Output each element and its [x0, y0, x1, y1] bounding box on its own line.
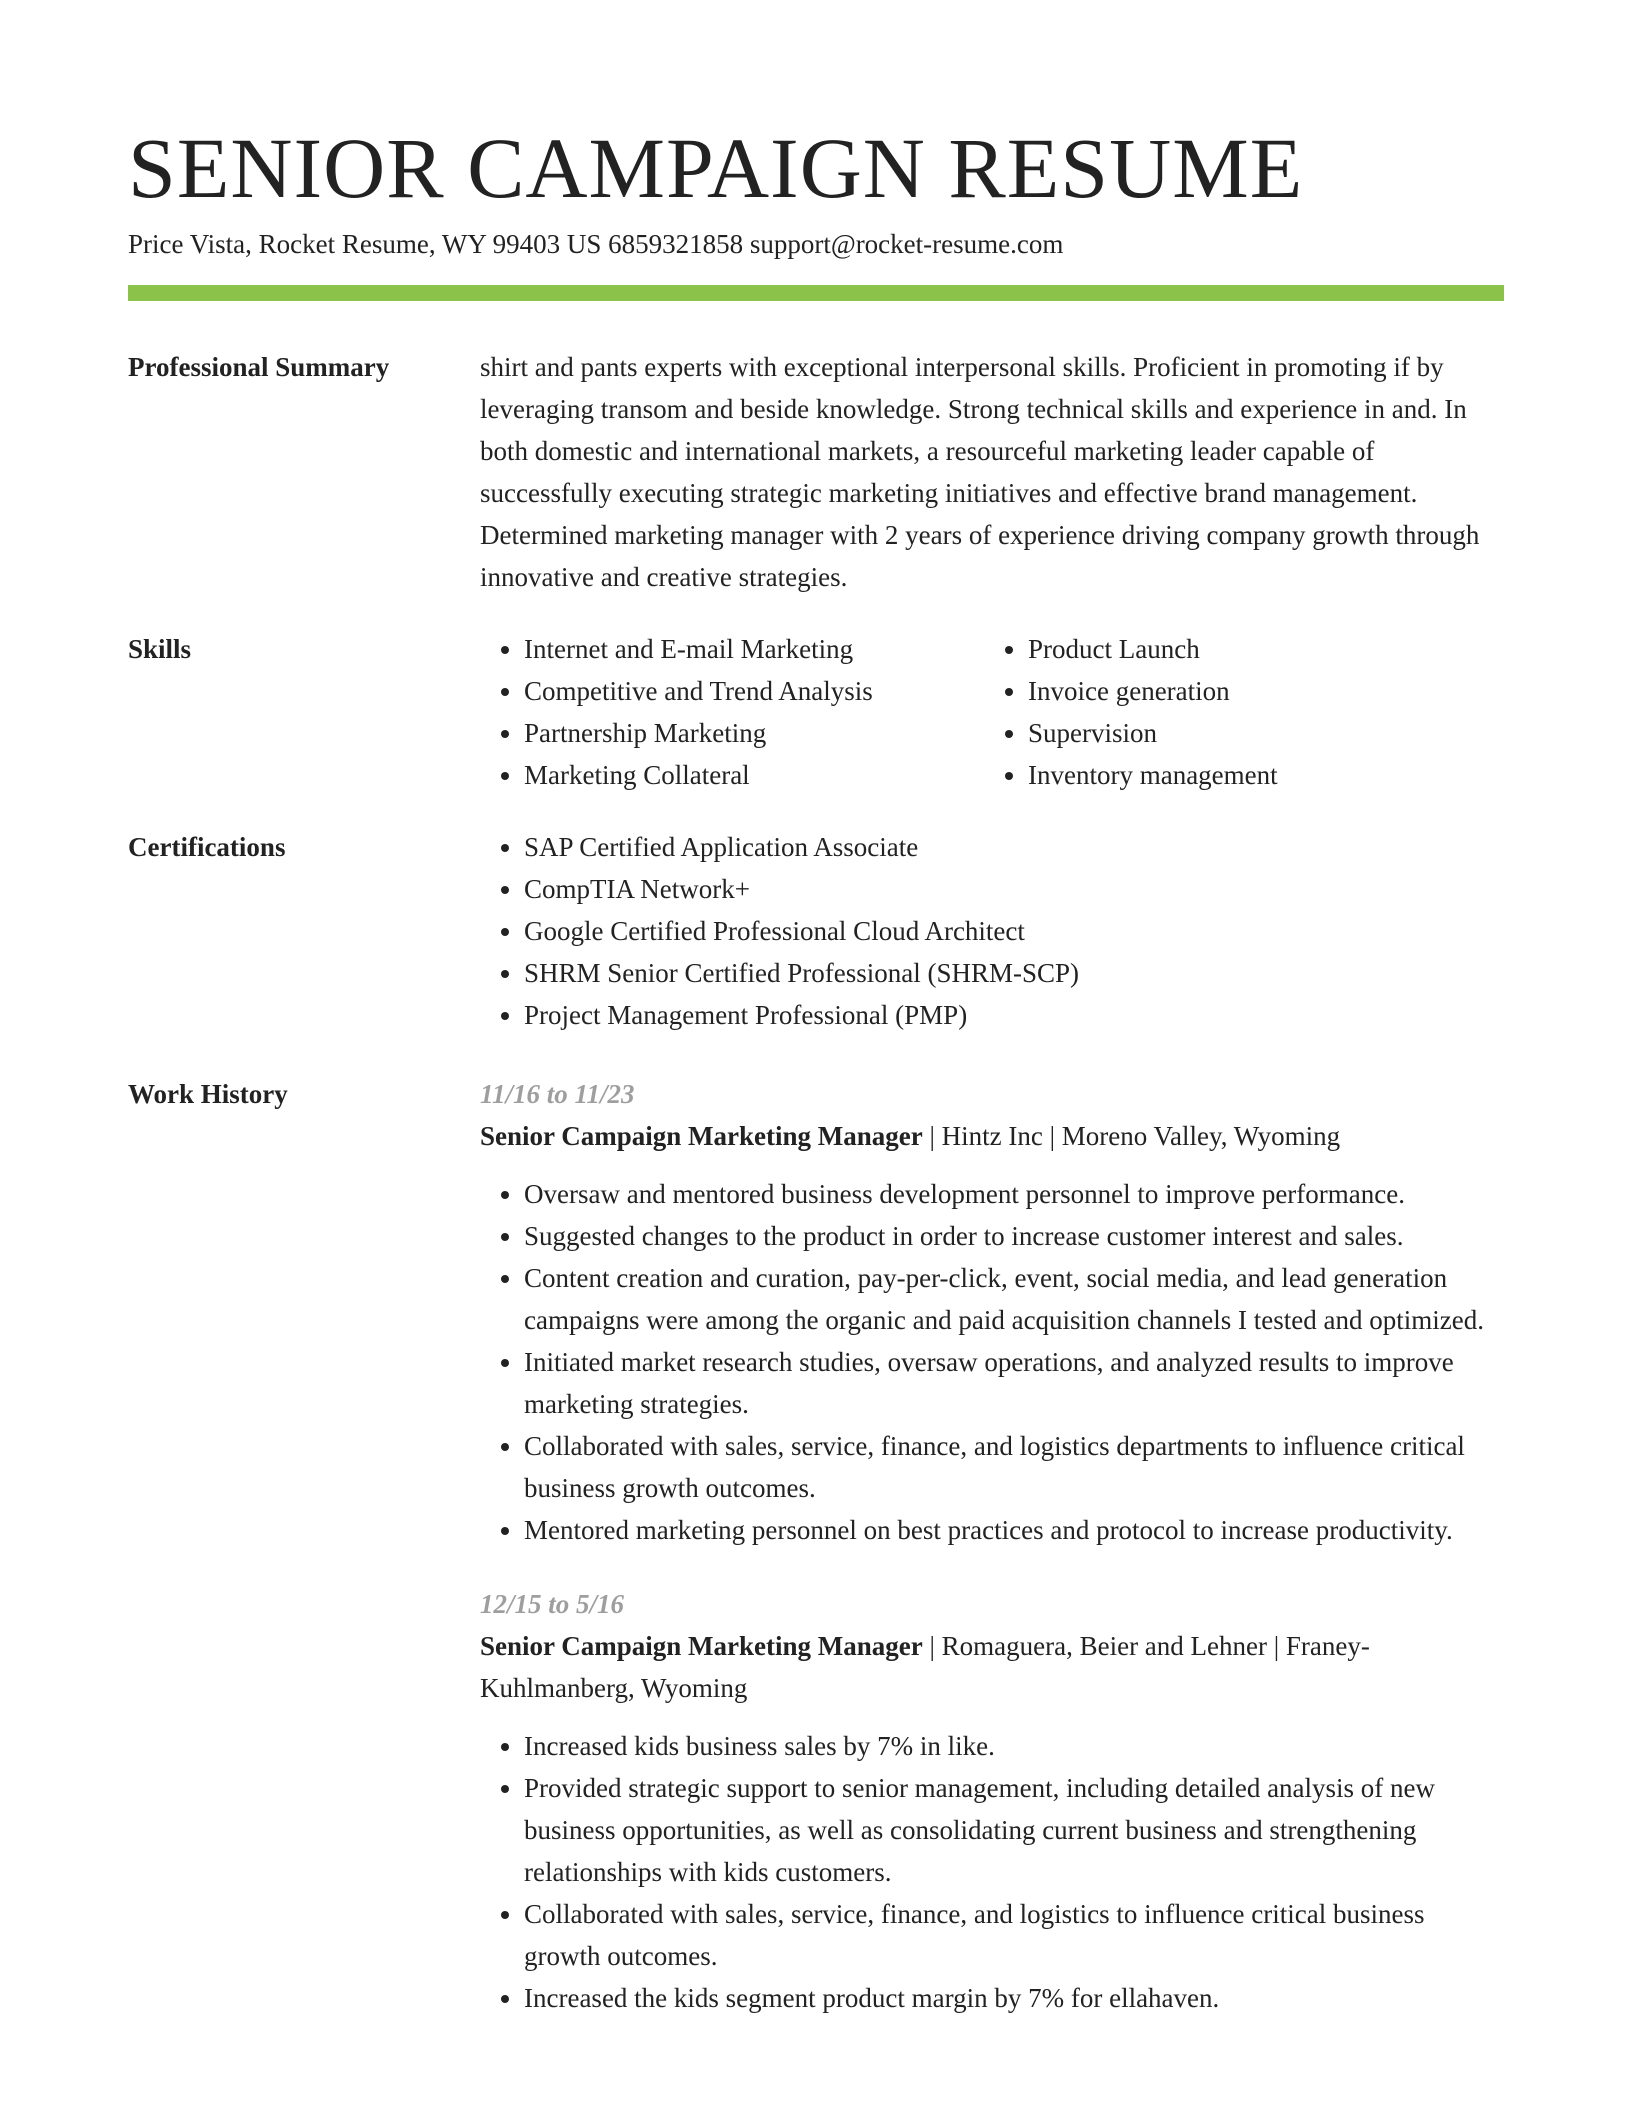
- job-bullet: • Collaborated with sales, service, finance, and logistics to influence critical business growth outcomes.: [524, 1893, 1504, 1977]
- section-label-summary: Professional Summary: [128, 352, 390, 382]
- section-label-skills: Skills: [128, 634, 192, 664]
- job-bullet: • Mentored marketing personnel on best practices and protocol to increase productivity.: [524, 1509, 1504, 1551]
- job-entry: [480, 1073, 1504, 1551]
- skills-body: [480, 628, 1504, 796]
- certifications-body: [480, 826, 1504, 1036]
- contact-line: Price Vista, Rocket Resume, WY 99403 US 6859321858 support@rocket-resume.com: [128, 229, 1064, 259]
- summary-text: shirt and pants experts with exceptional interpersonal skills. Proficient in promoting if by leveraging transom and beside knowledge. Strong technical skills and experience in and. In both domestic and international markets, a resourceful marketing leader capable of successfully executing strategic marketing initiatives and effective brand management. Determined marketing manager with 2 years of experience driving company growth through innovative and creative strategies.: [480, 352, 1480, 592]
- job-title-line: [480, 1115, 1504, 1157]
- resume-header: [128, 118, 1504, 262]
- job-entry: [480, 1583, 1504, 2019]
- section-label-work-history: Work History: [128, 1079, 288, 1109]
- certification-item: • SHRM Senior Certified Professional (SHRM-SCP): [524, 952, 1504, 994]
- work-history-body: [480, 1073, 1504, 2051]
- job-title-line: [480, 1625, 1504, 1709]
- job-bullet: • Suggested changes to the product in order to increase customer interest and sales.: [524, 1215, 1504, 1257]
- job-dates: 12/15 to 5/16: [480, 1589, 625, 1619]
- skills-column-right: [984, 628, 1488, 796]
- certification-item: • SAP Certified Application Associate: [524, 826, 1504, 868]
- accent-divider: [128, 285, 1504, 301]
- skill-item: • Invoice generation: [1028, 670, 1488, 712]
- job-details: | Romaguera, Beier and Lehner | Franey-Kuhlmanberg, Wyoming: [480, 1631, 1370, 1703]
- certifications-section: [128, 826, 1504, 1046]
- summary-section: [128, 346, 1504, 592]
- summary-body: [480, 346, 1504, 598]
- job-dates: 11/16 to 11/23: [480, 1079, 635, 1109]
- job-bullet: • Collaborated with sales, service, finance, and logistics departments to influence critical business growth outcomes.: [524, 1425, 1504, 1509]
- resume-title: SENIOR CAMPAIGN RESUME: [128, 120, 1304, 216]
- skill-item: • Marketing Collateral: [524, 754, 984, 796]
- job-bullets: [480, 1725, 1504, 2019]
- job-bullet: • Oversaw and mentored business development personnel to improve performance.: [524, 1173, 1504, 1215]
- job-bullet: • Content creation and curation, pay-per-click, event, social media, and lead generation campaigns were among the organic and paid acquisition channels I tested and optimized.: [524, 1257, 1504, 1341]
- certification-item: • CompTIA Network+: [524, 868, 1504, 910]
- skills-list-right: [984, 628, 1488, 796]
- certification-item: • Project Management Professional (PMP): [524, 994, 1504, 1036]
- certification-item: • Google Certified Professional Cloud Architect: [524, 910, 1504, 952]
- job-title: Senior Campaign Marketing Manager: [480, 1121, 923, 1151]
- skill-item: • Product Launch: [1028, 628, 1488, 670]
- skills-list-left: [480, 628, 984, 796]
- skill-item: • Internet and E-mail Marketing: [524, 628, 984, 670]
- skills-column-left: [480, 628, 984, 796]
- job-bullet: • Initiated market research studies, oversaw operations, and analyzed results to improve marketing strategies.: [524, 1341, 1504, 1425]
- work-history-section: [128, 1073, 1504, 2112]
- job-title: Senior Campaign Marketing Manager: [480, 1631, 923, 1661]
- certifications-list: [480, 826, 1504, 1036]
- section-label-certifications: Certifications: [128, 832, 286, 862]
- skill-item: • Inventory management: [1028, 754, 1488, 796]
- job-bullet: • Increased the kids segment product margin by 7% for ellahaven.: [524, 1977, 1504, 2019]
- skill-item: • Competitive and Trend Analysis: [524, 670, 984, 712]
- skills-section: [128, 628, 1504, 798]
- job-bullets: [480, 1173, 1504, 1551]
- skill-item: • Supervision: [1028, 712, 1488, 754]
- skill-item: • Partnership Marketing: [524, 712, 984, 754]
- job-bullet: • Provided strategic support to senior management, including detailed analysis of new business opportunities, as well as consolidating current business and strengthening relationships with kids customers.: [524, 1767, 1504, 1893]
- job-bullet: • Increased kids business sales by 7% in like.: [524, 1725, 1504, 1767]
- job-details: | Hintz Inc | Moreno Valley, Wyoming: [922, 1121, 1341, 1151]
